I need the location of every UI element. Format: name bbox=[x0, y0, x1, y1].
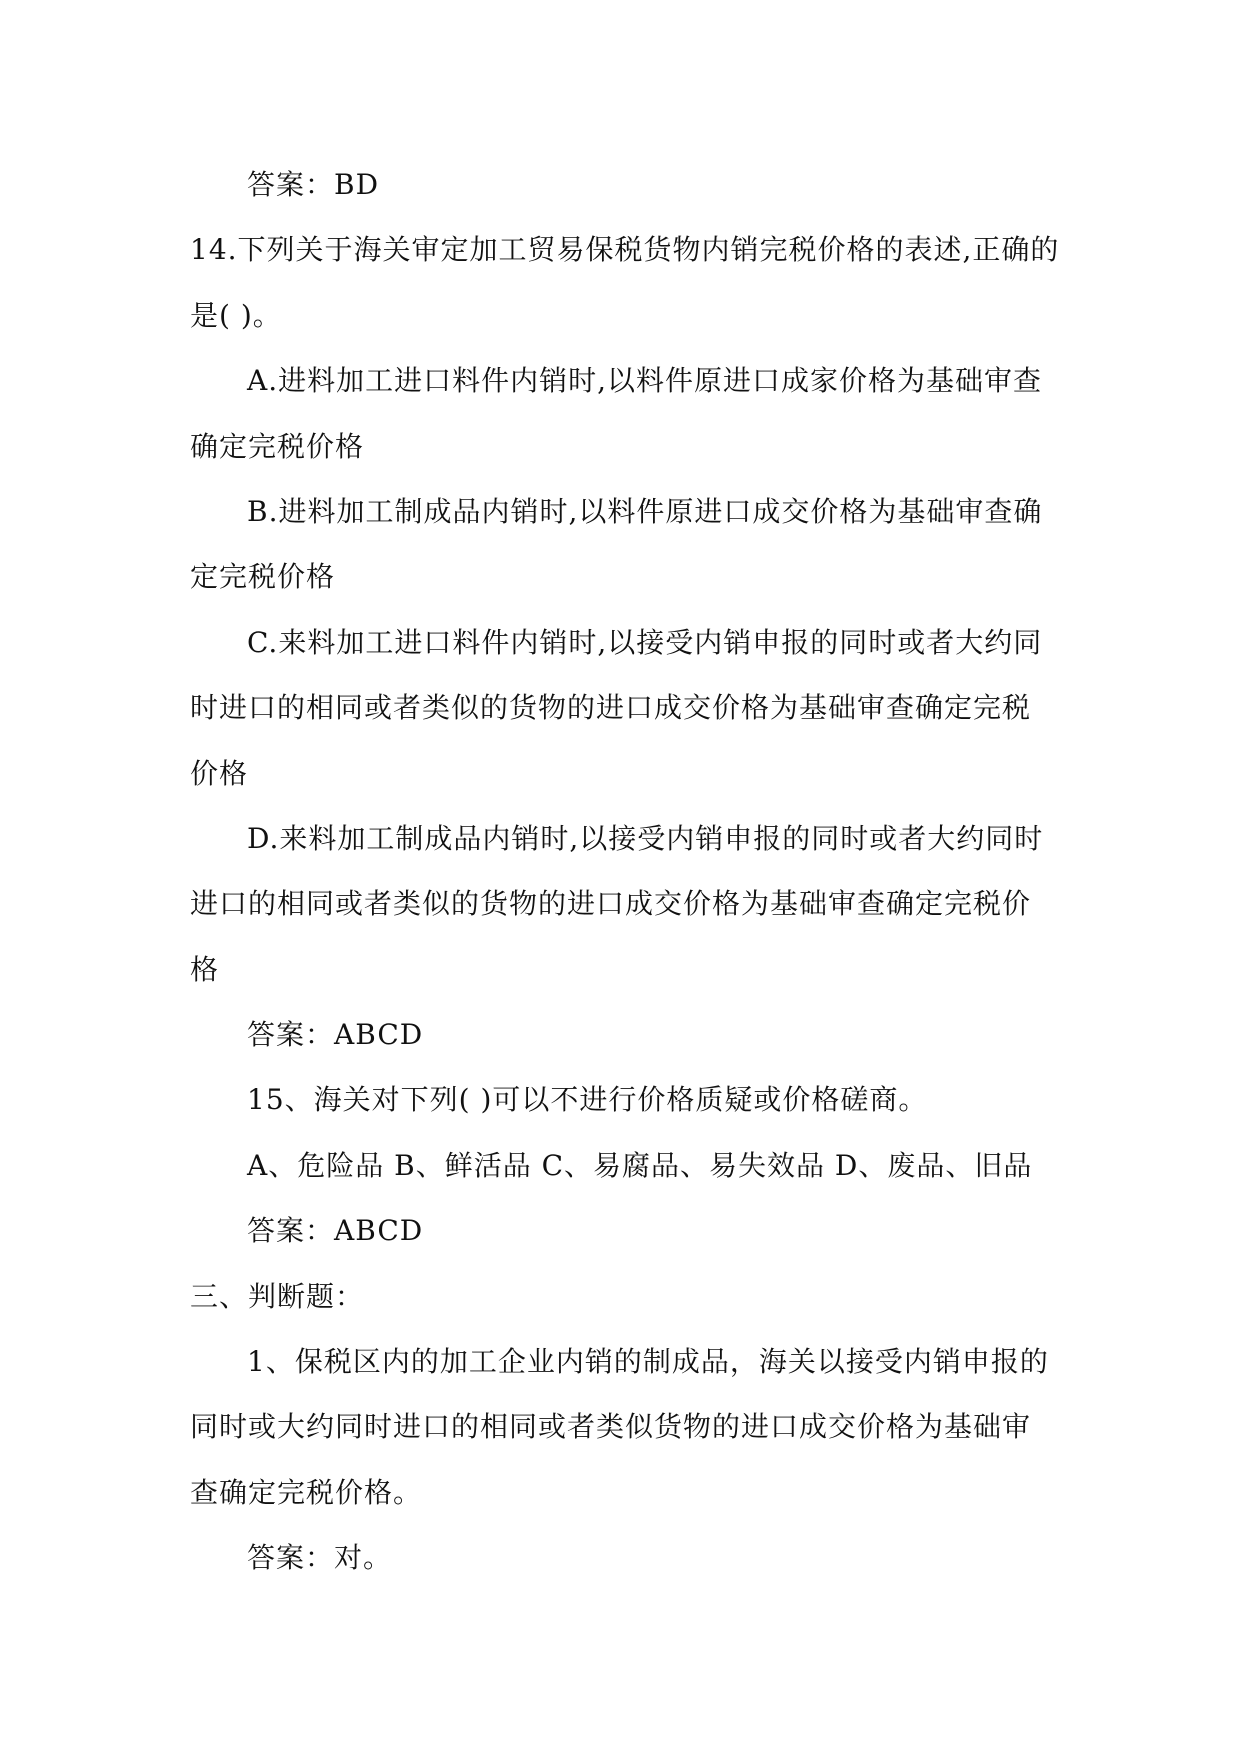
option-a-line-2: 确定完税价格 bbox=[190, 429, 365, 463]
option-b-line-2: 定完税价格 bbox=[190, 560, 336, 594]
option-b-line-1: B.进料加工制成品内销时,以料件原进口成交价格为基础审查确 bbox=[247, 494, 1043, 528]
option-c-line-1: C.来料加工进口料件内销时,以接受内销申报的同时或者大约同 bbox=[247, 625, 1043, 659]
option-d-line-2: 进口的相同或者类似的货物的进口成交价格为基础审查确定完税价 bbox=[190, 887, 1032, 921]
question-15-options: A、危险品 B、鲜活品 C、易腐品、易失效品 D、废品、旧品 bbox=[247, 1148, 1033, 1182]
option-c-line-3: 价格 bbox=[190, 756, 249, 790]
answer-15: 答案：ABCD bbox=[247, 1214, 424, 1248]
document-body bbox=[190, 152, 1060, 1591]
question-15: 15、海关对下列( )可以不进行价格质疑或价格磋商。 bbox=[247, 1083, 928, 1117]
judgement-1-line-1: 1、保税区内的加工企业内销的制成品，海关以接受内销申报的 bbox=[247, 1345, 1049, 1379]
option-d-line-3: 格 bbox=[190, 952, 220, 986]
option-d-line-1: D.来料加工制成品内销时,以接受内销申报的同时或者大约同时 bbox=[247, 821, 1044, 855]
judgement-1-answer: 答案：对。 bbox=[247, 1541, 393, 1575]
question-14-line-1: 14.下列关于海关审定加工贸易保税货物内销完税价格的表述,正确的 bbox=[190, 233, 1060, 267]
section-heading-judgement: 三、判断题： bbox=[190, 1279, 365, 1313]
question-14-line-2: 是( )。 bbox=[190, 298, 282, 332]
answer-13: 答案：BD bbox=[247, 168, 380, 201]
option-c-line-2: 时进口的相同或者类似的货物的进口成交价格为基础审查确定完税 bbox=[190, 691, 1032, 725]
judgement-1-line-2: 同时或大约同时进口的相同或者类似货物的进口成交价格为基础审 bbox=[190, 1410, 1032, 1444]
answer-14: 答案：ABCD bbox=[247, 1018, 424, 1052]
option-a-line-1: A.进料加工进口料件内销时,以料件原进口成家价格为基础审查 bbox=[247, 364, 1043, 398]
judgement-1-line-3: 查确定完税价格。 bbox=[190, 1475, 423, 1509]
